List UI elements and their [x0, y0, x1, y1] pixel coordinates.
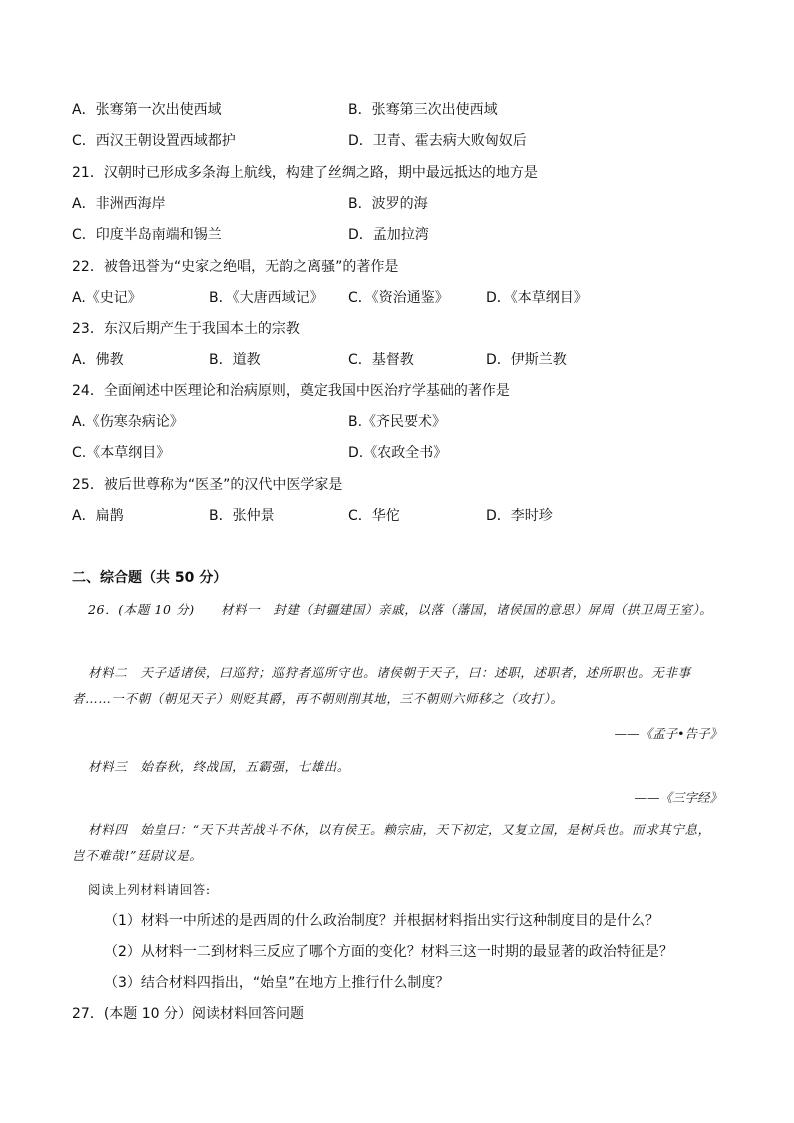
q24-option-a[interactable]: A.《伤寒杂病论》	[72, 414, 184, 430]
q21-option-c[interactable]: C．印度半岛南端和锡兰	[72, 227, 222, 243]
q26-material-2-text: 材料二 天子适诸侯，曰巡狩；巡狩者巡所守也。诸侯朝于天子，曰：述职，述职者，述所职也。无非事者……一不朝（朝见天子）则贬其爵，再不朝则削其地，三不朝则六师移之（攻打）。	[72, 665, 691, 706]
q20-option-a[interactable]: A．张骞第一次出使西域	[72, 102, 222, 118]
q25-option-b[interactable]: B．张仲景	[209, 508, 275, 524]
q24-stem: 24．全面阐述中医理论和治病原则，奠定我国中医治疗学基础的著作是	[72, 383, 510, 399]
q21-option-d[interactable]: D．孟加拉湾	[348, 227, 429, 243]
q26-question-2: （2）从材料一二到材料三反应了哪个方面的变化？材料三这一时期的最显著的政治特征是？	[104, 944, 673, 960]
q25-option-c[interactable]: C．华佗	[348, 508, 400, 524]
q21-stem: 21．汉朝时已形成多条海上航线，构建了丝绸之路，期中最远抵达的地方是	[72, 165, 538, 181]
q22-stem: 22．被鲁迅誉为“史家之绝唱，无韵之离骚”的著作是	[72, 259, 399, 275]
q20-option-d[interactable]: D．卫青、霍去病大败匈奴后	[348, 133, 527, 149]
q22-option-a[interactable]: A.《史记》	[72, 290, 142, 306]
q26-question-3: （3）结合材料四指出，“始皇”在地方上推行什么制度？	[104, 975, 450, 991]
q25-option-a[interactable]: A．扁鹊	[72, 508, 124, 524]
q25-stem: 25．被后世尊称为“医圣”的汉代中医学家是	[72, 477, 343, 493]
q26-material-1	[72, 597, 722, 623]
q26-question-1: （1）材料一中所述的是西周的什么政治制度？并根据材料指出实行这种制度目的是什么？	[104, 913, 659, 929]
q22-option-c[interactable]: C．《资治通鉴》	[348, 290, 449, 306]
q26-material-1-text: 26．(本题 10 分) 材料一 封建（封疆建国）亲戚，以落（藩国，诸侯国的意思）屏周（拱卫周王室）。	[88, 602, 713, 617]
q27-stem: 27．(本题 10 分）阅读材料回答问题	[72, 1006, 304, 1022]
q22-option-b[interactable]: B．《大唐西域记》	[209, 290, 324, 306]
q26-material-3-text: 材料三 始春秋，终战国，五霸强，七雄出。	[88, 759, 351, 774]
q26-material-3	[72, 754, 722, 780]
q23-option-b[interactable]: B．道教	[209, 352, 261, 368]
q26-instruction	[72, 877, 722, 903]
q24-option-d[interactable]: D.《农政全书》	[348, 445, 448, 461]
q20-option-b[interactable]: B．张骞第三次出使西域	[348, 102, 498, 118]
q26-material-2-source: ——《孟子•告子》	[614, 726, 722, 741]
q23-option-c[interactable]: C．基督教	[348, 352, 414, 368]
q24-option-c[interactable]: C.《本草纲目》	[72, 445, 171, 461]
q23-option-d[interactable]: D．伊斯兰教	[486, 352, 567, 368]
q26-instruction-text: 阅读上列材料请回答:	[88, 882, 211, 897]
q26-material-4-text: 材料四 始皇曰：“天下共苦战斗不休，以有侯王。赖宗庙，天下初定，又复立国，是树兵也。而求其宁息，岂不难哉!”廷尉议是。	[72, 822, 711, 863]
q22-option-d[interactable]: D．《本草纲目》	[486, 290, 588, 306]
q21-option-a[interactable]: A．非洲西海岸	[72, 196, 166, 212]
q26-material-2	[72, 660, 722, 712]
q23-stem: 23．东汉后期产生于我国本土的宗教	[72, 321, 300, 337]
q21-option-b[interactable]: B．波罗的海	[348, 196, 428, 212]
q24-option-b[interactable]: B.《齐民要术》	[348, 414, 447, 430]
q25-option-d[interactable]: D．李时珍	[486, 508, 553, 524]
q20-option-c[interactable]: C．西汉王朝设置西域都护	[72, 133, 236, 149]
q26-material-4	[72, 817, 722, 869]
section-2-heading: 二、综合题（共 50 分）	[72, 570, 228, 586]
q23-option-a[interactable]: A．佛教	[72, 352, 124, 368]
q26-material-3-source: ——《三字经》	[634, 790, 722, 805]
